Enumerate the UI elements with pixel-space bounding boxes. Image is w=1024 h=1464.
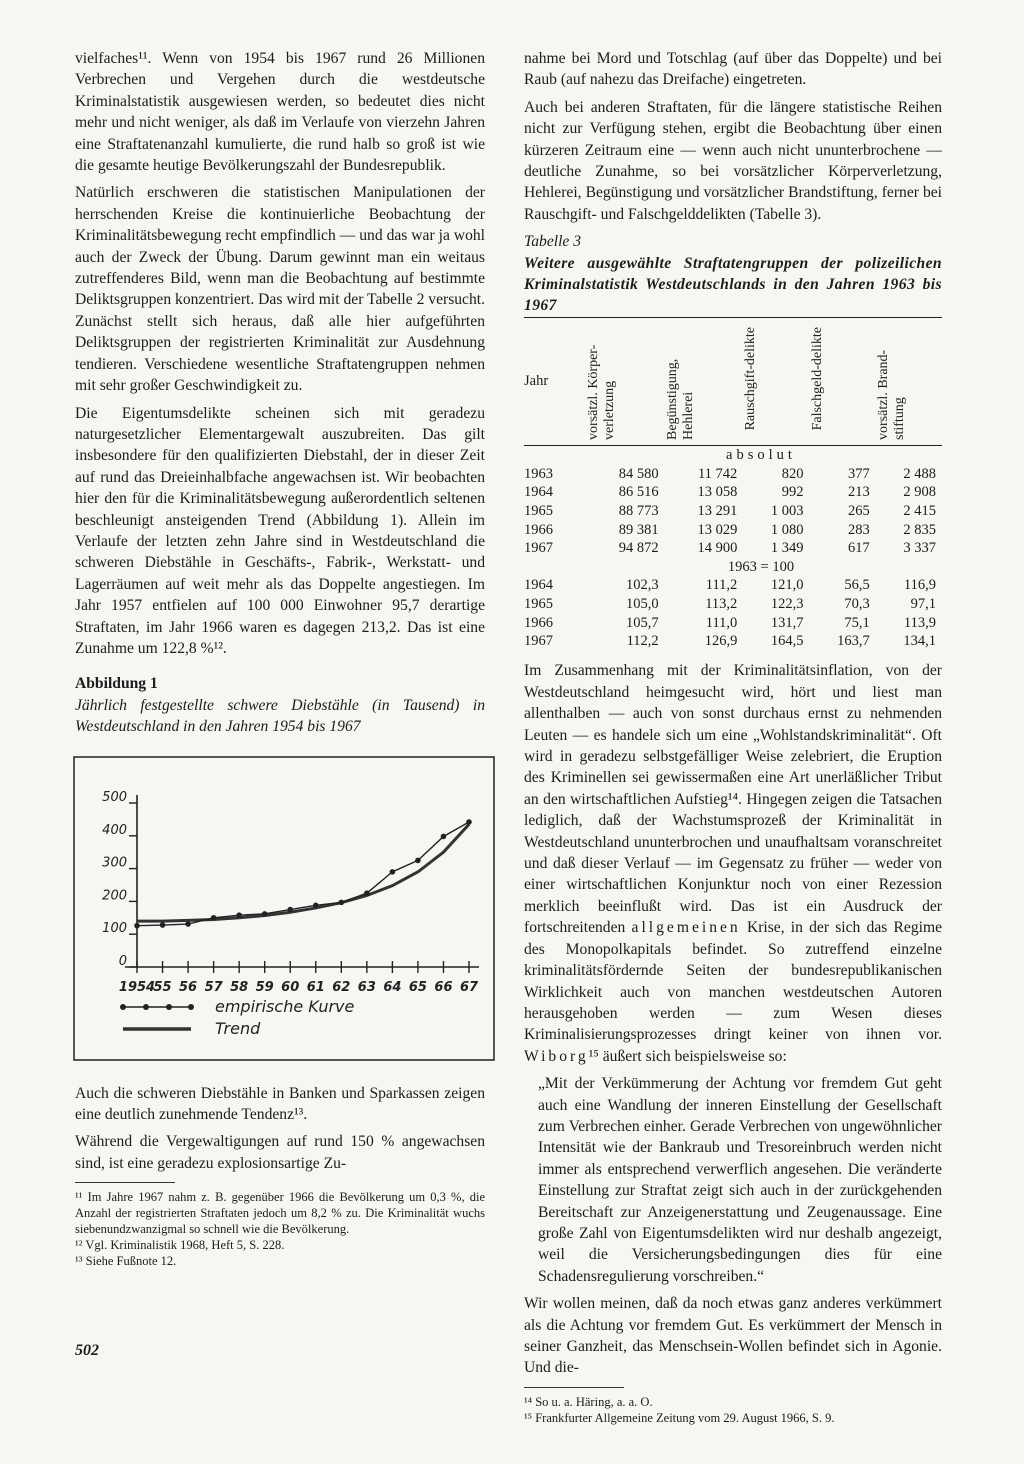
- data-point-empirical: [390, 869, 396, 875]
- table-row: 1963 84 580 11 742 820 377 2 488: [524, 465, 936, 482]
- footnote-13: ¹³ Siehe Fußnote 12.: [75, 1254, 177, 1269]
- y-tick-label: 0: [118, 953, 127, 969]
- legend-empirical-dot: [120, 1004, 126, 1010]
- footnote-15: ¹⁵ Frankfurter Allgemeine Zeitung vom 29. August 1966, S. 9.: [524, 1410, 835, 1425]
- table-row: 1967 112,2 126,9 164,5 163,7 134,1: [524, 633, 936, 650]
- left-paragraph-1: vielfaches¹¹. Wenn von 1954 bis 1967 rund 26 Millionen Verbrechen und Vergehen durch die westdeutsche Kriminalstatistik ausgewiesen werden, so bedeutet dies nicht mehr und nicht weniger, als daß im Verlaufe von vierzehn Jahren eine Straftatenanzahl kumulierte, die rund halb so groß ist wie die gesamte heutige Bevölkerungszahl der Bundesrepublik.: [75, 50, 485, 175]
- right-paragraph-3: Im Zusammenhang mit der Kriminalitätsinflation, von der Westdeutschland heimgesucht wird, hört und liest man allenthalben — auch von sonst durchaus ernst zu nehmenden Leuten — es handele sich um eine „Wohlstandskriminalität“. Oft wird in geradezu selbstgefälliger Weise zelebriert, die Eruption des Kriminellen sei gewissermaßen eine Art unerläßlicher Tribut an den wirtschaftlichen Aufstieg¹⁴. Hingegen zeigen die Tatsachen lediglich, daß der Wachstumsprozeß der Kriminalität in Westdeutschland ununterbrochen und unaufhaltsam voranschreitet und daß dieser Verlauf — im Gegensatz zu früher — weder von einer wirtschaftlichen Konjunktur noch von einer Rezession merklich beeinflußt wird. Das ist ein Ausdruck der fortschreitenden allgemeinen Krise, in der sich das Regime des Monopolkapitals befindet. So zutreffend einzelne kriminalitätsfördernde Seiten der bundesrepublikanischen Wirklichkeit auch von manchen westdeutschen Autoren herausgehoben werden — zum Wesen dieses Kriminalisierungsprozesses dringt keiner von ihnen vor. Wiborg¹⁵ äußert sich beispielsweise so:: [524, 662, 943, 1065]
- data-point-empirical: [236, 912, 242, 918]
- y-tick-label: 100: [102, 920, 127, 936]
- right-column: [524, 48, 942, 1426]
- table-row: 1966 105,7 111,0 131,7 75,1 113,9: [524, 614, 936, 631]
- x-tick-label: 56: [179, 979, 198, 995]
- data-point-empirical: [466, 819, 472, 825]
- header-falschgeld: Falschgeld-delikte: [810, 317, 876, 445]
- x-tick-label: 66: [434, 979, 453, 995]
- legend-trend-label: Trend: [215, 1018, 261, 1038]
- figure-1: [73, 756, 495, 1061]
- left-paragraph-2: Natürlich erschweren die statistischen Manipulationen der herrschenden Kreise die kontinuierliche Beobachtung der Kriminalitätsbewegung recht empfindlich — und das war ja wohl auch der Zweck der Übung. Darum gewinnt man ein weitaus zutreffenderes Bild, wenn man die Beobachtung auf bestimmte Deliktsgruppen konzentriert. Das wird mit der Tabelle 2 versucht. Zunächst stellt sich heraus, daß alle hier aufgeführten Deliktsgruppen der registrierten Kriminalität zur Ausdehnung tendieren. Verschiedene wesentliche Straftatengruppen nehmen mit sehr großer Geschwindigkeit zu.: [75, 184, 486, 395]
- header-rauschgift: Rauschgift-delikte: [743, 317, 809, 445]
- table-3: [524, 317, 942, 651]
- data-point-empirical: [134, 922, 140, 928]
- footnote-14: ¹⁴ So u. a. Häring, a. a. O.: [524, 1394, 653, 1409]
- table-caption: Weitere ausgewählte Straftatengruppen der polizeilichen Kriminalstatistik Westdeutschlands in den Jahren 1963 bis 1967: [524, 254, 942, 315]
- x-tick-label: 63: [357, 979, 376, 995]
- y-tick-label: 500: [102, 789, 127, 805]
- y-tick-label: 400: [102, 822, 127, 838]
- right-paragraph-1: nahme bei Mord und Totschlag (auf über das Doppelte) und bei Raub (auf nahezu das Dreifache) eingetreten.: [524, 50, 942, 89]
- data-point-empirical: [313, 902, 319, 908]
- table-section-absolute: absolut: [726, 447, 796, 464]
- header-year: Jahr: [524, 317, 586, 445]
- table-label: Tabelle 3: [524, 233, 582, 251]
- table-row: 1965 105,0 113,2 122,3 70,3 97,1: [524, 595, 936, 612]
- legend-empirical-dot: [188, 1004, 194, 1010]
- right-paragraph-2: Auch bei anderen Straftaten, für die längere statistische Reihen nicht zur Verfügung stehen, ergibt die Beobachtung über einen kürzeren Zeitraum eine — wenn auch nicht ununterbrochene — deutliche Zunahme, so bei vorsätzlicher Körperverletzung, Hehlerei, Begünstigung und vorsätzlicher Brandstiftung, ferner bei Rauschgift- und Falschgelddelikten (Tabelle 3).: [524, 98, 942, 223]
- left-column: [75, 48, 485, 1269]
- table-row: 1967 94 872 14 900 1 349 617 3 337: [524, 540, 936, 557]
- data-point-empirical: [415, 857, 421, 863]
- figure-label: Abbildung 1: [75, 675, 158, 693]
- legend-empirical-dot: [143, 1004, 149, 1010]
- x-tick-label: 65: [408, 979, 427, 995]
- header-koerperverletzung: vorsätzl. Körper-verletzung: [586, 317, 665, 445]
- data-point-empirical: [185, 921, 191, 927]
- table-row: 1964 102,3 111,2 121,0 56,5 116,9: [524, 577, 936, 594]
- left-paragraph-4: Auch die schweren Diebstähle in Banken und Sparkassen zeigen eine deutlich zunehmende Tendenz¹³.: [75, 1084, 485, 1123]
- data-point-empirical: [364, 890, 370, 896]
- series-trend-line: [137, 824, 469, 921]
- data-point-empirical: [262, 911, 268, 917]
- x-tick-label: 64: [383, 979, 402, 995]
- x-tick-label: 57: [204, 979, 223, 995]
- y-tick-label: 300: [102, 855, 127, 871]
- header-brandstiftung: vorsätzl. Brand-stiftung: [876, 317, 942, 445]
- table-row: 1964 86 516 13 058 992 213 2 908: [524, 484, 936, 501]
- data-point-empirical: [441, 833, 447, 839]
- data-point-empirical: [287, 906, 293, 912]
- data-point-empirical: [211, 915, 217, 921]
- left-paragraph-5: Während die Vergewaltigungen auf rund 150 % angewachsen sind, ist eine geradezu explosionsartige Zu-: [75, 1133, 485, 1172]
- quote-wiborg: „Mit der Verkümmerung der Achtung vor fremdem Gut geht auch eine Wandlung der inneren Einstellung der Gesellschaft zum Verbrechen einher. Gerade Verbrechen von ungewöhnlicher Intensität wie der Bankraub und Tresoreinbruch werden nicht immer als entsprechend verwerflich angesehen. Die veränderte Einstellung zur Straftat zeigt sich auch in der zurückgehenden Bereitschaft zur Anzeigenerstattung und Zeugenaussage. Eine große Zahl von Eigentumsdelikten wird nur deshalb angezeigt, weil die Versicherungsbedingungen dies für eine Schadensregulierung vorschreiben.“: [538, 1075, 942, 1285]
- x-tick-label: 55: [153, 979, 172, 995]
- chart-svg: [73, 756, 495, 1061]
- data-point-empirical: [339, 899, 345, 905]
- table-section-index: 1963 = 100: [727, 558, 795, 575]
- legend-empirical-label: empirische Kurve: [215, 996, 355, 1016]
- x-tick-label: 1954: [118, 979, 156, 995]
- table-row: 1965 88 773 13 291 1 003 265 2 415: [524, 502, 936, 519]
- page-number: 502: [75, 1342, 99, 1359]
- footnote-rule-right: [524, 1387, 624, 1388]
- x-tick-label: 59: [255, 979, 274, 995]
- data-point-empirical: [160, 922, 166, 928]
- y-tick-label: 200: [102, 887, 127, 903]
- x-tick-label: 58: [230, 979, 249, 995]
- x-tick-label: 61: [306, 979, 325, 995]
- right-paragraph-4: Wir wollen meinen, daß da noch etwas ganz anderes verkümmert als die Achtung vor fremdem Gut. Es verkümmert der Mensch in seiner Ganzheit, das Menschsein-Wollen befindet sich in Agonie. Und die-: [524, 1295, 942, 1377]
- header-beguenstigung: Begünstigung, Hehlerei: [665, 317, 744, 445]
- legend-empirical-dot: [166, 1004, 172, 1010]
- x-tick-label: 60: [281, 979, 300, 995]
- figure-caption: Jährlich festgestellte schwere Diebstähle (in Tausend) in Westdeutschland in den Jahren 1954 bis 1967: [75, 696, 485, 736]
- table-row: 1966 89 381 13 029 1 080 283 2 835: [524, 521, 936, 538]
- x-tick-label: 67: [459, 979, 479, 995]
- x-tick-label: 62: [332, 979, 351, 995]
- footnote-12: ¹² Vgl. Kriminalistik 1968, Heft 5, S. 228.: [75, 1238, 285, 1253]
- footnote-rule: [75, 1182, 175, 1183]
- left-paragraph-3: Die Eigentumsdelikte scheinen sich mit geradezu naturgesetzlicher Elementargewalt auszubreiten. Das gilt insbesondere für den qualifizierten Diebstahl, der in dieser Zeit auf rund das Dreieinhalbfache angewachsen ist. Wir beobachten hier den für die Kriminalitätsbewegung außerordentlich seltenen beschleunigt ansteigenden Trend (Abbildung 1). Allein im Verlaufe der letzten zehn Jahre sind in Westdeutschland die schweren Diebstähle in Geschäfts-, Fabrik-, Werkstatt- und Lagerräumen auf weit mehr als das Doppelte angestiegen. Im Jahr 1957 entfielen auf 100 000 Einwohner 95,7 derartige Straftaten, im Jahr 1966 waren es dagegen 213,2. Das ist eine Zunahme um 122,8 %¹².: [75, 404, 485, 657]
- footnote-11: ¹¹ Im Jahre 1967 nahm z. B. gegenüber 1966 die Bevölkerung um 0,3 %, die Anzahl der registrierten Straftaten jedoch um 8,2 % zu. Die Kriminalität wuchs siebenundzwanzigmal so schnell wie die Bevölkerung.: [75, 1190, 485, 1237]
